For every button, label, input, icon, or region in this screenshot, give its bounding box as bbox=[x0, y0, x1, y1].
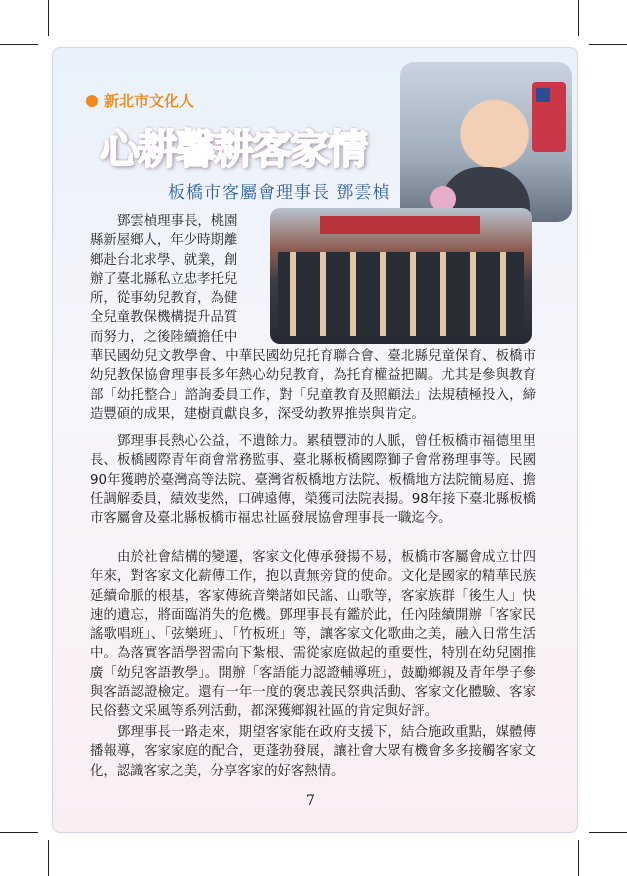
text-line: 而努力，之後陸續擔任中 bbox=[90, 329, 238, 345]
text-line: 辦了臺北縣私立忠孝托兒 bbox=[90, 271, 238, 287]
crop-mark bbox=[0, 44, 38, 45]
text-line: 鄧雲楨理事長，桃園 bbox=[117, 214, 238, 229]
paragraph-1 bbox=[90, 212, 536, 424]
portrait-photo bbox=[400, 62, 572, 222]
article-subtitle: 板橋市客屬會理事長 鄧雲楨 bbox=[168, 183, 391, 203]
article-title: 心耕馨耕客家情 bbox=[100, 127, 366, 173]
paragraph-4: 鄧理事長一路走來，期望客家能在政府支援下，結合施政重點，媒體傳播報導，客家家庭的配合，更蓬勃發展，讓社會大眾有機會多多接觸客家文化，認識客家之美，分享客家的好客熱情。 bbox=[90, 725, 536, 779]
text-line: 所，從事幼兒教育，為健 bbox=[90, 291, 238, 307]
crop-mark bbox=[48, 0, 49, 36]
text-line: 縣新屋鄉人，年少時期離 bbox=[90, 233, 238, 249]
paragraph-3: 由於社會結構的變遷，客家文化傳承發揚不易，板橋市客屬會成立廿四年來，對客家文化薪傳工作，抱以責無旁貸的使命。文化是國家的精華民族延續命脈的根基，客家傳統音樂諸如民謠、山歌等，客家族群「後生人」快速的遺忘，將面臨消失的危機。鄧理事長有鑑於此，任內陸續開辦「客家民謠歌唱班」、「弦樂班」、「竹板班」等，讓客家文化歌曲之美，融入日常生活中。為落實客語學習需向下紮根、需從家庭做起的重要性，特別在幼兒園推廣「幼兒客語教學」。開辦「客語能力認證輔導班」，鼓勵鄉親及青年學子參與客語認證檢定。還有一年一度的褒忠義民祭典活動、客家文化體驗、客家民俗藝文采風等系列活動，都深獲鄉親社區的肯定與好評。 bbox=[90, 550, 536, 720]
crop-mark bbox=[48, 840, 49, 876]
page-number: 7 bbox=[306, 793, 315, 809]
crop-mark bbox=[589, 44, 627, 45]
text-line: 全兒童教保機構提升品質 bbox=[90, 310, 238, 326]
section-header bbox=[86, 90, 194, 111]
crop-mark bbox=[578, 840, 579, 876]
flag-graphic bbox=[532, 82, 566, 152]
crop-mark bbox=[589, 832, 627, 833]
crop-mark bbox=[0, 832, 38, 833]
paragraph-2: 鄧理事長熱心公益，不遺餘力。累積豐沛的人脈，曾任板橋市福德里里長、板橋國際青年商會常務監事、臺北縣板橋國際獅子會常務理事等。民國90年獲聘於臺灣高等法院、臺灣省板橋地方法院、板橋地方法院簡易庭、擔任調解委員，績效斐然，口碑遠傳，榮獲司法院表揚。98年接下臺北縣板橋市客屬會及臺北縣板橋市福忠社區發展協會理事長一職迄今。 bbox=[90, 434, 536, 527]
crop-mark bbox=[578, 0, 579, 36]
section-label: 新北市文化人 bbox=[104, 92, 195, 110]
text-line: 鄉赴台北求學、就業，創 bbox=[90, 252, 238, 268]
bullet-dot-icon bbox=[86, 95, 98, 107]
paragraph-1-rest: 華民國幼兒文教學會、中華民國幼兒托育聯合會、臺北縣兒童保育、板橋市幼兒教保協會理事長多年熱心幼兒教育，為托育權益把關。尤其是參與教育部「幼托整合」諮詢委員工作，對「兒童教育及照顧法」法規積極投入，締造豐碩的成果，建樹貢獻良多，深受幼教界推崇與肯定。 bbox=[90, 349, 536, 422]
